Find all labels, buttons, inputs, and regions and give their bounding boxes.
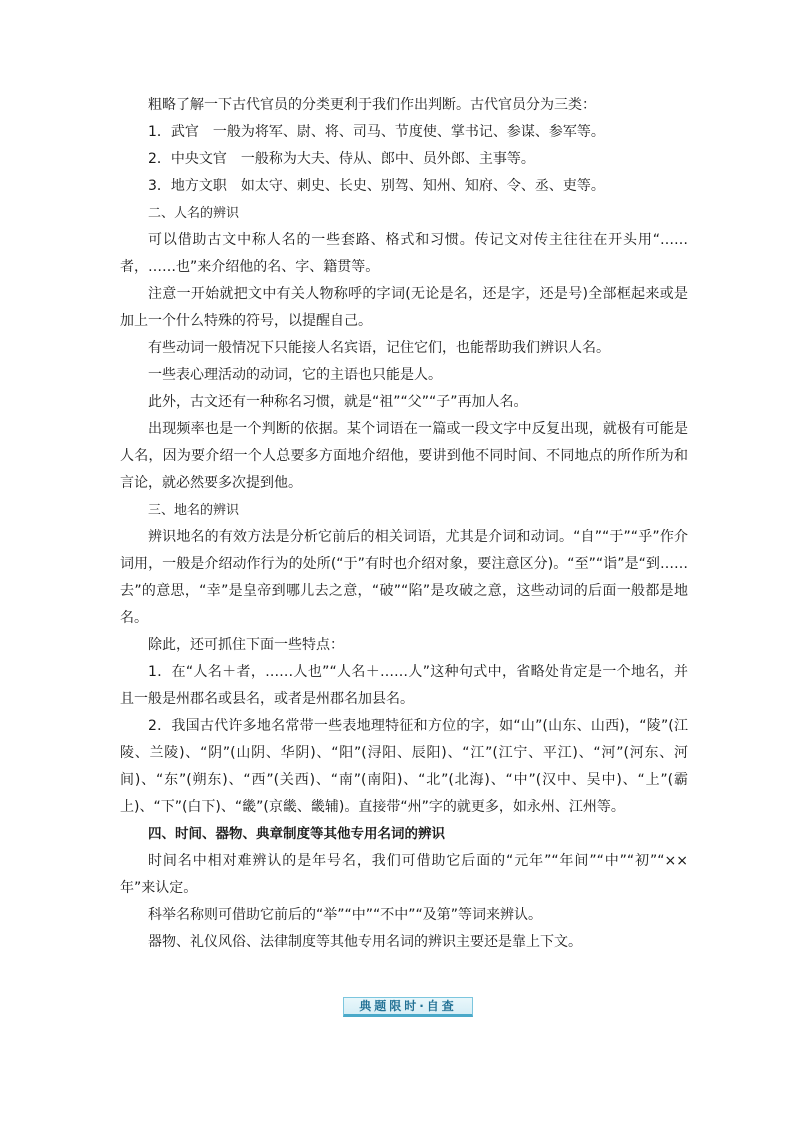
paragraph: 一些表心理活动的动词，它的主语也只能是人。 (148, 367, 442, 383)
list-item: 3．地方文职 如太守、刺史、长史、别驾、知州、知府、令、丞、吏等。 (148, 178, 605, 194)
list-item: 2．中央文官 一般称为大夫、侍从、郎中、员外郎、主事等。 (148, 151, 535, 167)
paragraph: 除此，还可抓住下面一些特点： (148, 637, 344, 653)
section-heading: 四、时间、器物、典章制度等其他专用名词的辨识 (148, 826, 445, 842)
paragraph: 可以借助古文中称人名的一些套路、格式和习惯。传记文对传主往往在开头用“……者，……也”来介绍他的名、字、籍贯等。 (120, 232, 688, 275)
section-label-banner (343, 997, 473, 1017)
list-item: 2．我国古代许多地名常带一些表地理特征和方位的字，如“山”(山东、山西)，“陵”(江陵、兰陵)、“阴”(山阴、华阴)、“阳”(浔阳、辰阳)、“江”(江宁、平江)、“河”(河东、河间)、“东”(朔东)、“西”(关西)、“南”(南阳)、“北”(北海)、“中”(汉中、吴中)、“上”(霸上)、“下”(白下)、“畿”(京畿、畿辅)。直接带“州”字的就更多，如永州、江州等。 (120, 718, 688, 815)
section-heading: 二、人名的辨识 (148, 206, 240, 221)
paragraph: 辨识地名的有效方法是分析它前后的相关词语，尤其是介词和动词。“自”“于”“乎”作介词用，一般是介绍动作行为的处所(“于”有时也介绍对象，要注意区分)。“至”“诣”是“到……去”的意思，“幸”是皇帝到哪儿去之意，“破”“陷”是攻破之意，这些动词的后面一般都是地名。 (120, 529, 688, 626)
paragraph: 此外，古文还有一种称名习惯，就是“祖”“父”“子”再加人名。 (148, 394, 528, 410)
section-heading: 三、地名的辨识 (148, 503, 240, 518)
list-item: 1．武官 一般为将军、尉、将、司马、节度使、掌书记、参谋、参军等。 (148, 124, 605, 140)
section-label-text: 典题限时·自查 (359, 999, 457, 1013)
paragraph: 科举名称则可借助它前后的“举”“中”“不中”“及第”等词来辨认。 (148, 907, 543, 923)
list-item: 1．在“人名＋者，……人也”“人名＋……人”这种句式中，省略处肯定是一个地名，并且一般是州郡名或县名，或者是州郡名加县名。 (120, 664, 688, 707)
paragraph: 粗略了解一下古代官员的分类更利于我们作出判断。古代官员分为三类： (148, 97, 596, 113)
paragraph: 器物、礼仪风俗、法律制度等其他专用名词的辨识主要还是靠上下文。 (148, 934, 582, 950)
paragraph: 出现频率也是一个判断的依据。某个词语在一篇或一段文字中反复出现，就极有可能是人名，因为要介绍一个人总要多方面地介绍他，要讲到他不同时间、不同地点的所作所为和言论，就必然要多次提到他。 (120, 421, 688, 491)
paragraph: 时间名中相对难辨认的是年号名，我们可借助它后面的“元年”“年间”“中”“初”“××年”来认定。 (120, 853, 688, 896)
paragraph: 注意一开始就把文中有关人物称呼的字词(无论是名，还是字，还是号)全部框起来或是加上一个什么特殊的符号，以提醒自己。 (120, 286, 688, 329)
document-body (120, 92, 688, 956)
paragraph: 有些动词一般情况下只能接人名宾语，记住它们，也能帮助我们辨识人名。 (148, 340, 610, 356)
